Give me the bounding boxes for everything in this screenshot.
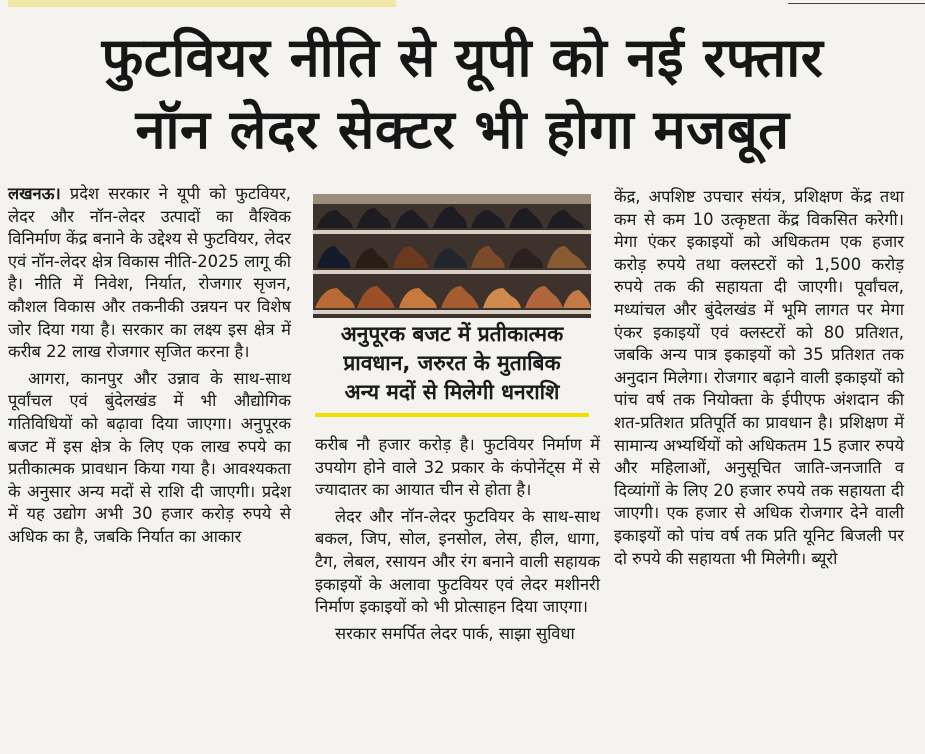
shoe-display-photo xyxy=(313,194,591,318)
shoe-display-icon xyxy=(313,194,591,318)
callout-underline xyxy=(315,413,589,417)
headline-line-1: फुटवियर नीति से यूपी को नई रफ्तार xyxy=(101,26,824,89)
paragraph: लेदर और नॉन-लेदर फुटवियर के साथ-साथ बकल, जिप, सोल, इनसोल, लेस, हील, धागा, टैग, लेबल, रसायन और रंग बनाने वाली सहायक इकाइयों के अलावा फुटवियर एवं लेदर मशीनरी निर्माण इकाइयों को भी प्रोत्साहन दिया जाएगा। xyxy=(315,506,600,617)
top-rule xyxy=(788,3,925,4)
paragraph: करीब नौ हजार करोड़ है। फुटवियर निर्माण में उपयोग होने वाले 32 प्रकार के कंपोनेंट्स में से ज्यादातर का आयात चीन से होता है। xyxy=(315,435,600,500)
top-strip xyxy=(0,0,925,10)
paragraph: आगरा, कानपुर और उन्नाव के साथ-साथ पूर्वांचल एवं बुंदेलखंड में भी औद्योगिक गतिविधियों को बढ़ावा दिया जाएगा। अनुपूरक बजट में इस क्षेत्र के लिए एक लाख रुपये का प्रतीकात्मक प्रावधान किया गया है। आवश्यकता के अनुसार अन्य मदों से राशि दी जाएगी। प्रदेश में यह उद्योग अभी 30 हजार करोड़ रुपये से अधिक का है, जबकि निर्यात का आकार xyxy=(8,368,291,546)
callout-line-3: अन्य मदों से मिलेगी धनराशि xyxy=(344,380,560,404)
dateline: लखनऊ। xyxy=(8,184,61,203)
callout-line-2: प्रावधान, जरुरत के मुताबिक xyxy=(343,351,561,375)
paragraph xyxy=(8,183,291,364)
callout-box xyxy=(315,320,589,407)
headline-line-2: नॉन लेदर सेक्टर भी होगा मजबूत xyxy=(135,98,790,161)
article-column-2 xyxy=(315,434,600,649)
article-column-3 xyxy=(614,186,904,574)
paragraph-text: प्रदेश सरकार ने यूपी को फुटवियर, लेदर और नॉन-लेदर उत्पादों का वैश्विक विनिर्माण केंद्र बनाने के उद्देश्य से फुटवियर, लेदर एवं नॉन-लेदर क्षेत्र विकास नीति-2025 लागू की है। नीति में निवेश, निर्यात, रोजगार सृजन, कौशल विकास और तकनीकी उन्नयन पर विशेष जोर दिया गया है। सरकार का लक्ष्य इस क्षेत्र में करीब 22 लाख रोजगार सृजित करना है। xyxy=(8,184,291,362)
article-column-1 xyxy=(8,183,291,553)
paragraph: केंद्र, अपशिष्ट उपचार संयंत्र, प्रशिक्षण केंद्र तथा कम से कम 10 उत्कृष्टता केंद्र विकसित करेगी। मेगा एंकर इकाइयों को अधिकतम एक हजार करोड़ रुपये तथा क्लस्टरों को 1,500 करोड़ रुपये तक की सहायता दी जाएगी। पूर्वांचल, मध्यांचल और बुंदेलखंड में भूमि लागत पर मेगा एंकर इकाइयों एवं क्लस्टरों को 80 प्रतिशत, जबकि अन्य पात्र इकाइयों को 35 प्रतिशत तक अनुदान मिलेगा। रोजगार बढ़ाने वाली इकाइयों को पांच वर्ष तक नियोक्ता के ईपीएफ अंशदान की शत-प्रतिशत प्रतिपूर्ति का प्रावधान है। प्रशिक्षण में सामान्य अभ्यर्थियों को अधिकतम 15 हजार रुपये और महिलाओं, अनुसूचित जाति-जनजाति व दिव्यांगों के लिए 20 हजार रुपये तक सहायता दी जाएगी। एक हजार से अधिक रोजगार देने वाली इकाइयों को पांच वर्ष तक प्रति यूनिट बिजली पर दो रुपये की सहायता भी मिलेगी। ब्यूरो xyxy=(614,187,904,568)
paragraph: सरकार समर्पित लेदर पार्क, साझा सुविधा xyxy=(335,623,575,643)
callout-line-1: अनुपूरक बजट में प्रतीकात्मक xyxy=(340,322,564,346)
previous-article-strip xyxy=(8,0,396,7)
